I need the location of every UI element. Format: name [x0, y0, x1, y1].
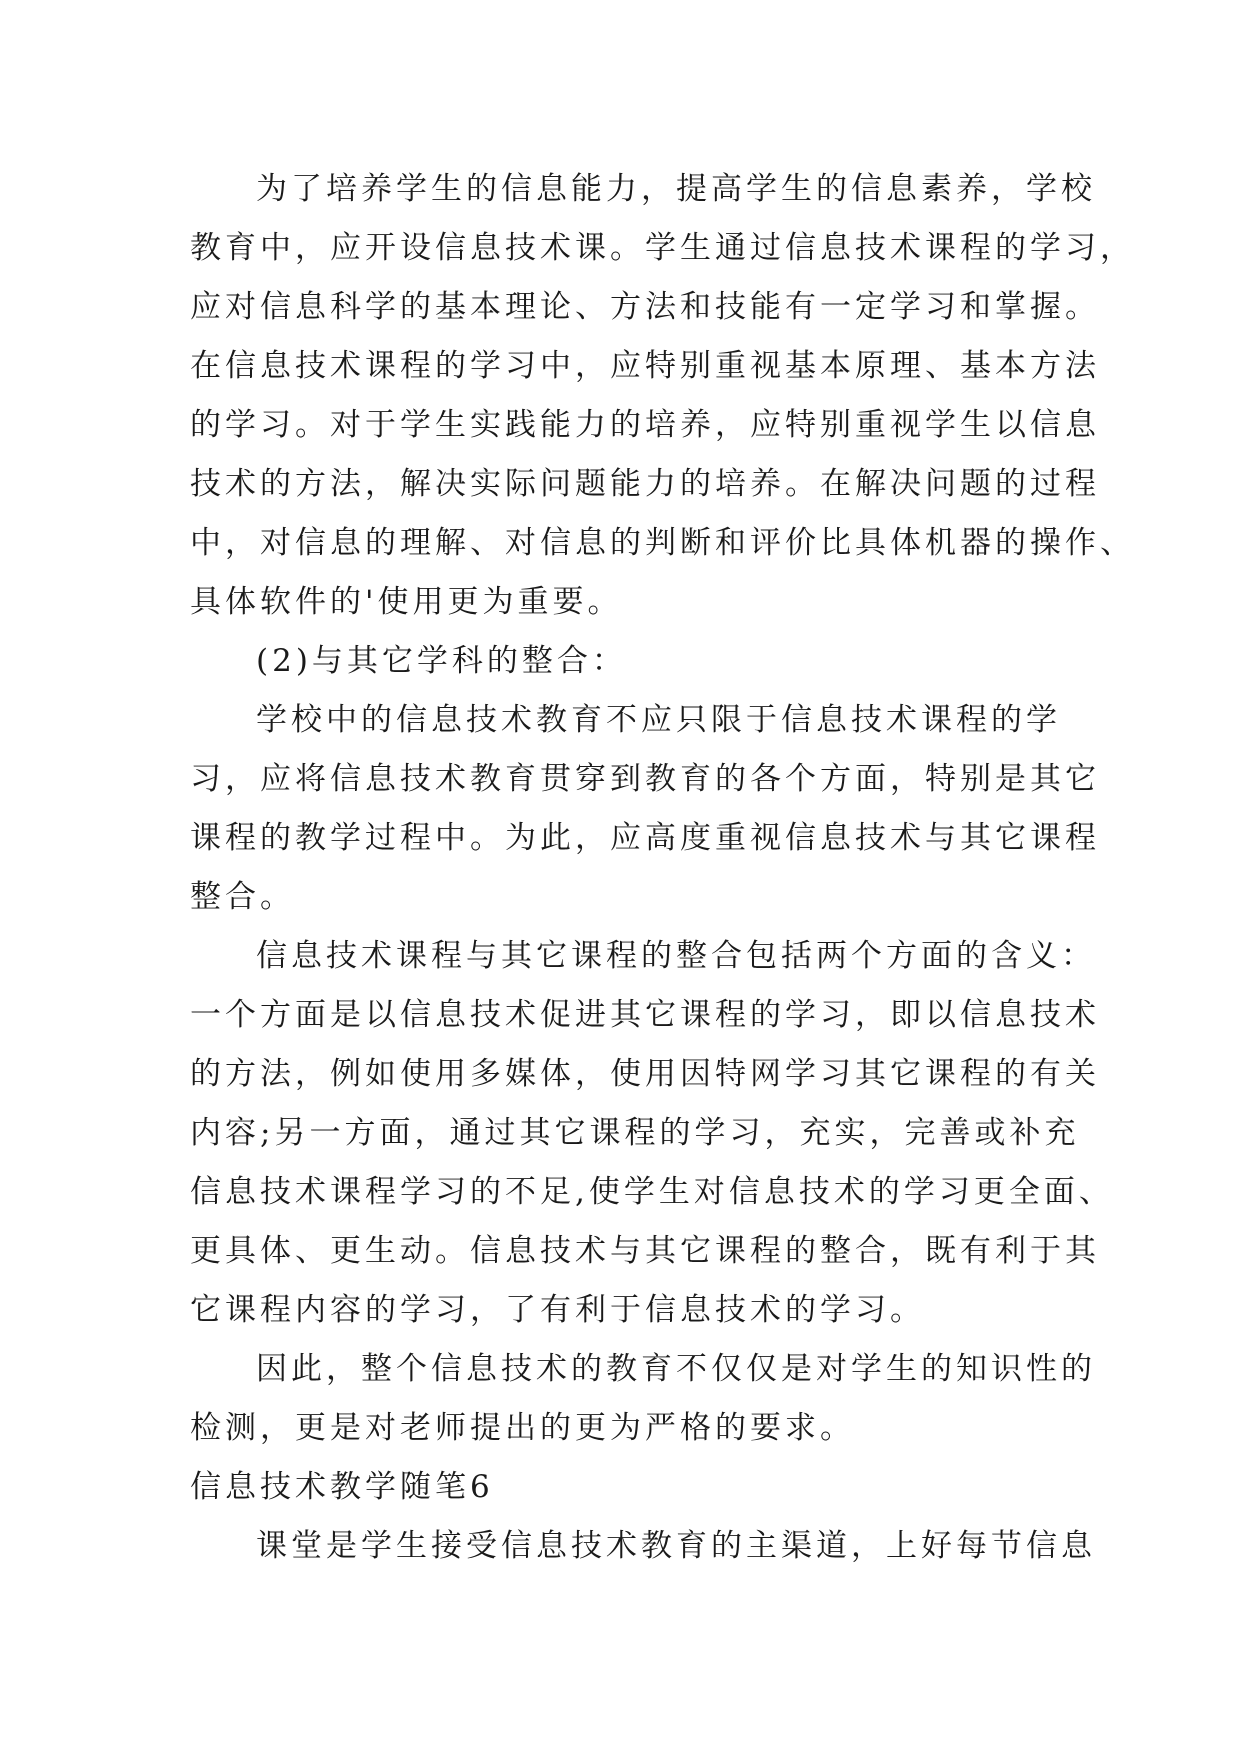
text-line: 更具体、更生动。信息技术与其它课程的整合，既有利于其	[190, 1233, 1100, 1269]
text-line: 课程的教学过程中。为此，应高度重视信息技术与其它课程	[190, 820, 1100, 856]
text-line: 它课程内容的学习，了有利于信息技术的学习。	[190, 1292, 925, 1328]
text-line: 课堂是学生接受信息技术教育的主渠道，上好每节信息	[256, 1528, 1096, 1564]
text-line: 内容;另一方面，通过其它课程的学习，充实，完善或补充	[190, 1115, 1080, 1151]
text-line: 因此，整个信息技术的教育不仅仅是对学生的知识性的	[256, 1351, 1096, 1387]
text-line: 的方法，例如使用多媒体，使用因特网学习其它课程的有关	[190, 1056, 1100, 1092]
text-line: 教育中，应开设信息技术课。学生通过信息技术课程的学习，	[190, 230, 1135, 266]
text-line: 检测，更是对老师提出的更为严格的要求。	[190, 1410, 855, 1446]
text-line: 学校中的信息技术教育不应只限于信息技术课程的学	[256, 702, 1061, 738]
text-line: 一个方面是以信息技术促进其它课程的学习，即以信息技术	[190, 997, 1100, 1033]
section-heading: 信息技术教学随笔6	[190, 1469, 494, 1505]
text-line: 为了培养学生的信息能力，提高学生的信息素养，学校	[256, 171, 1096, 207]
text-line: 信息技术课程与其它课程的整合包括两个方面的含义：	[256, 938, 1096, 974]
text-line: 在信息技术课程的学习中，应特别重视基本原理、基本方法	[190, 348, 1100, 384]
text-line: 中，对信息的理解、对信息的判断和评价比具体机器的操作、	[190, 525, 1135, 561]
section-subheading: (2)与其它学科的整合：	[256, 643, 627, 679]
text-line: 信息技术课程学习的不足,使学生对信息技术的学习更全面、	[190, 1174, 1114, 1210]
text-line: 应对信息科学的基本理论、方法和技能有一定学习和掌握。	[190, 289, 1100, 325]
text-line: 习，应将信息技术教育贯穿到教育的各个方面，特别是其它	[190, 761, 1100, 797]
text-line: 技术的方法，解决实际问题能力的培养。在解决问题的过程	[190, 466, 1100, 502]
text-line: 具体软件的'使用更为重要。	[190, 584, 623, 620]
text-line: 整合。	[190, 879, 295, 915]
document-body	[190, 160, 1135, 1576]
text-line: 的学习。对于学生实践能力的培养，应特别重视学生以信息	[190, 407, 1100, 443]
